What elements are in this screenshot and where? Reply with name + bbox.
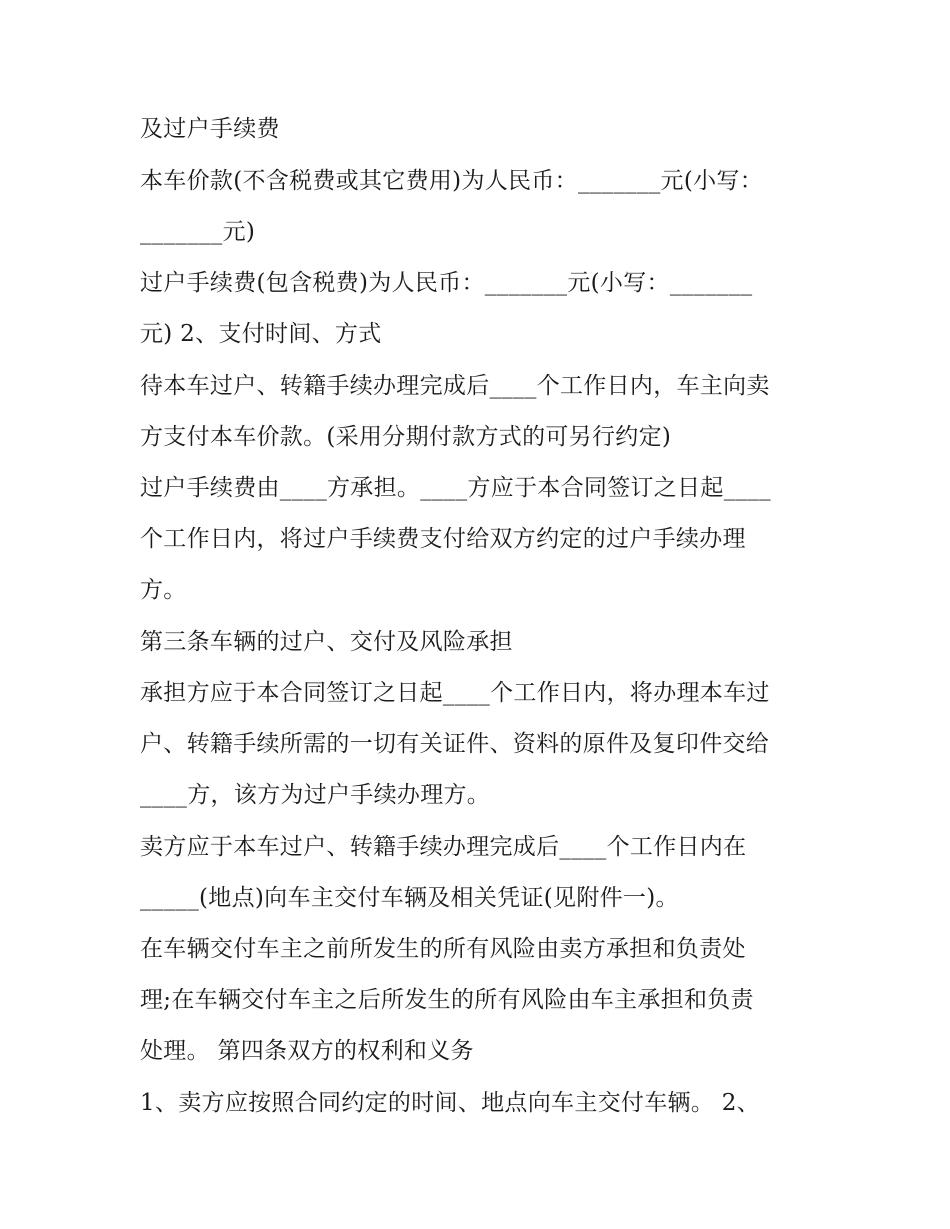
section-heading: 第三条车辆的过户、交付及风险承担 <box>140 629 513 655</box>
text-line: 承担方应于本合同签订之日起____个工作日内，将办理本车过 <box>140 680 770 706</box>
text-line: 户、转籍手续所需的一切有关证件、资料的原件及复印件交给 <box>140 731 770 757</box>
text-line: 待本车过户、转籍手续办理完成后____个工作日内，车主向卖 <box>140 373 770 399</box>
text-line: 过户手续费由____方承担。____方应于本合同签订之日起____ <box>140 475 771 501</box>
text-line: 及过户手续费 <box>140 116 280 142</box>
text-line: 1、卖方应按照合同约定的时间、地点向车主交付车辆。 2、 <box>140 1090 760 1116</box>
text-line: _____(地点)向车主交付车辆及相关凭证(见附件一)。 <box>140 885 679 911</box>
text-line: 在车辆交付车主之前所发生的所有风险由卖方承担和负责处 <box>140 936 746 962</box>
text-line: 理;在车辆交付车主之后所发生的所有风险由车主承担和负责 <box>140 987 754 1013</box>
text-line: ____方，该方为过户手续办理方。 <box>140 782 491 808</box>
text-line: 个工作日内，将过户手续费支付给双方约定的过户手续办理 <box>140 526 746 552</box>
text-line: 方。 <box>140 577 187 603</box>
text-line: _______元) <box>140 219 256 245</box>
text-line: 卖方应于本车过户、转籍手续办理完成后____个工作日内在 <box>140 834 747 860</box>
text-line: 处理。 第四条双方的权利和义务 <box>140 1038 474 1064</box>
text-line: 元) 2、支付时间、方式 <box>140 321 382 347</box>
text-line: 本车价款(不含税费或其它费用)为人民币：_______元(小写： <box>140 168 764 194</box>
text-line: 过户手续费(包含税费)为人民币：_______元(小写：_______ <box>140 270 753 296</box>
text-line: 方支付本车价款。(采用分期付款方式的可另行约定) <box>140 424 672 450</box>
